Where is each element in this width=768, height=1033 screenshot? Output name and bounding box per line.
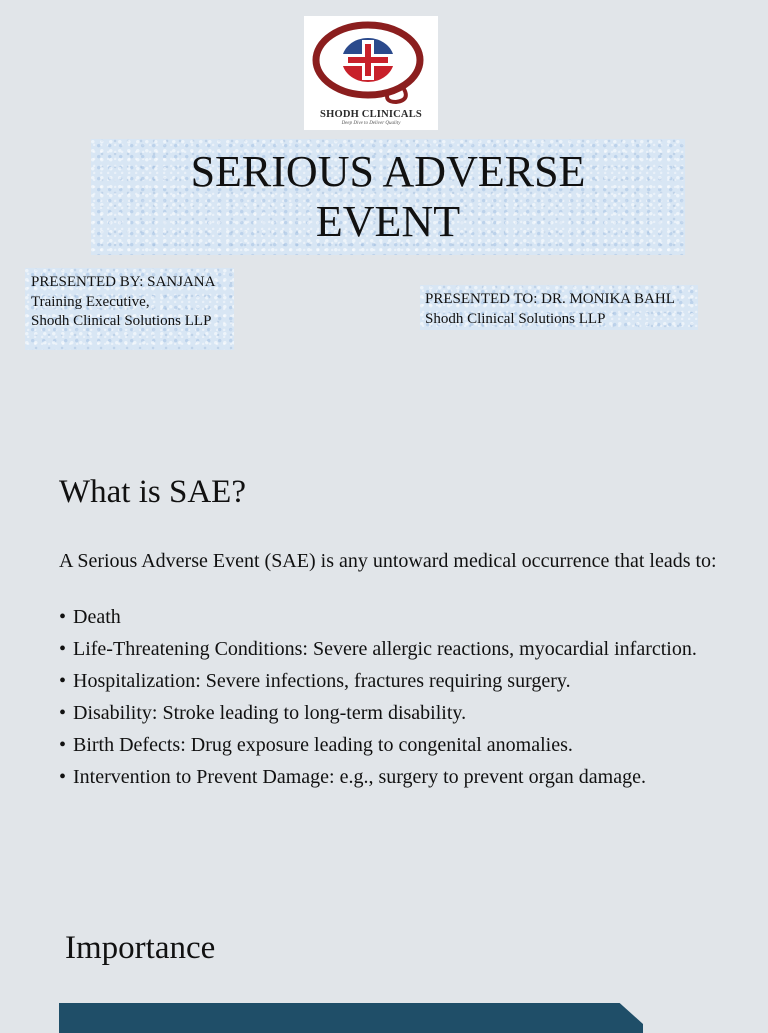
list-item <box>59 605 729 629</box>
list-item-text: Hospitalization: Severe infections, fractures requiring surgery. <box>73 670 571 692</box>
shodh-logo-icon <box>304 16 438 108</box>
bullet-icon: • <box>59 702 67 724</box>
list-item-text: Life-Threatening Conditions: Severe allergic reactions, myocardial infarction. <box>73 638 697 660</box>
list-item-text: Intervention to Prevent Damage: e.g., surgery to prevent organ damage. <box>73 766 646 788</box>
list-item <box>59 733 729 757</box>
bullet-icon: • <box>59 766 67 788</box>
bullet-icon: • <box>59 638 67 660</box>
list-item <box>59 765 729 789</box>
logo-tagline: Deep Dive to Deliver Quality <box>341 121 401 126</box>
bullet-icon: • <box>59 734 67 756</box>
presented-to-box <box>420 285 698 330</box>
list-item <box>59 701 729 725</box>
presented-to-name: PRESENTED TO: DR. MONIKA BAHL <box>425 291 675 307</box>
page-title <box>191 147 586 247</box>
sae-definition: A Serious Adverse Event (SAE) is any untoward medical occurrence that leads to: <box>59 550 717 572</box>
list-item-text: Birth Defects: Drug exposure leading to congenital anomalies. <box>73 734 573 756</box>
bullet-icon: • <box>59 670 67 692</box>
title-line-1: SERIOUS ADVERSE <box>190 147 586 196</box>
sae-criteria-list <box>59 605 729 797</box>
presented-by-box <box>25 268 234 350</box>
presented-by-role: Training Executive, <box>31 293 150 310</box>
what-is-sae-heading: What is SAE? <box>59 474 246 510</box>
company-logo <box>304 16 438 130</box>
presented-by-company: Shodh Clinical Solutions LLP <box>31 313 212 329</box>
presented-to-company: Shodh Clinical Solutions LLP <box>425 310 606 327</box>
list-item <box>59 669 729 693</box>
bullet-icon: • <box>59 606 67 628</box>
list-item-text: Disability: Stroke leading to long-term disability. <box>73 702 467 724</box>
presented-by-name: PRESENTED BY: SANJANA <box>31 274 216 290</box>
importance-heading: Importance <box>65 930 216 966</box>
logo-brand-name: SHODH CLINICALS <box>320 109 422 120</box>
list-item <box>59 637 729 661</box>
title-line-2: EVENT <box>315 197 461 246</box>
list-item-text: Death <box>73 606 121 628</box>
importance-banner <box>59 1003 643 1033</box>
title-box <box>91 139 685 255</box>
